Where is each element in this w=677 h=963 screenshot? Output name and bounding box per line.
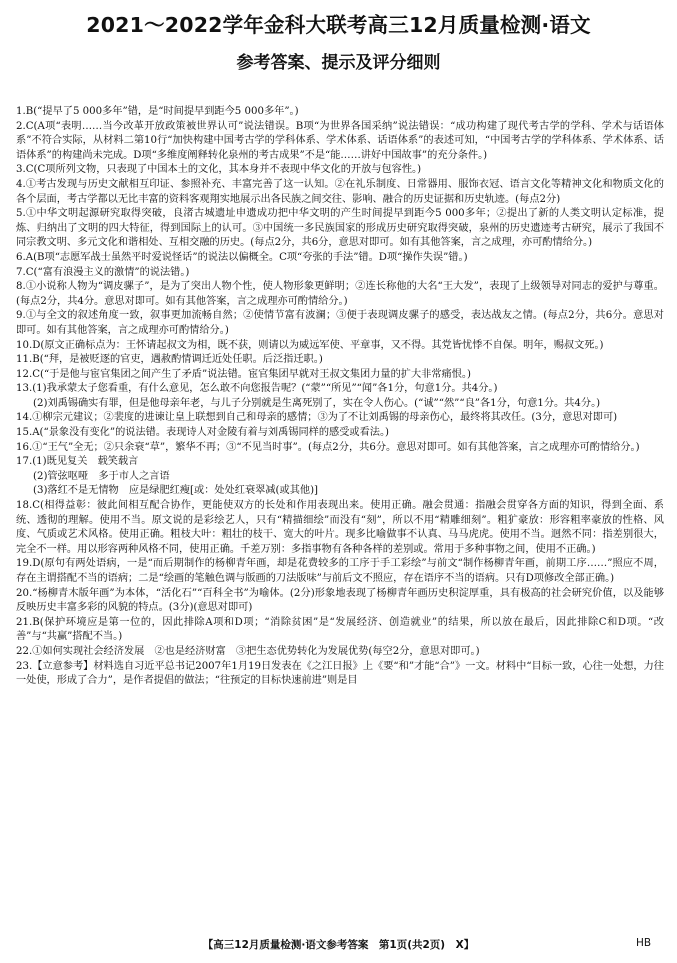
- answer-subitem: (2)刘禹锡确实有罪，但是他母亲年老，与儿子分别就是生离死别了，实在令人伤心。(“诚”“然”“良”各1分，句意1分。共4分。): [33, 397, 601, 409]
- answer-item: 16.①“王气”全无；②只余衰“草”，繁华不再；③“不见当时事”。(每点2分，共6分。意思对即可。如有其他答案，言之成理亦可酌情给分。): [16, 441, 640, 453]
- answer-item: 3.C(C项所列文物，只表现了中国本土的文化，其本身并不表现中华文化的开放与包容性。): [16, 164, 422, 176]
- answer-item: 12.C(“于是他与宦官集团之间产生了矛盾”说法错。宦官集团早就对王叔文集团力量的扩大非常痛恨。): [16, 368, 471, 380]
- answer-item: 7.C(“富有浪漫主义的激情”的说法错。): [16, 266, 190, 278]
- answer-item: 11.B(“拜，是被贬逐的官吏，遇赦酌情调迁近处任职。后泛指迁职。): [16, 354, 323, 366]
- answer-item: 14.①柳宗元建议；②裴度的进谏让皇上联想到自己和母亲的感情；③为了不让刘禹锡的母亲伤心，最终将其改任。(3分，意思对即可): [16, 412, 618, 424]
- answer-item: 17.(1)既见复关 载笑载言: [16, 456, 139, 468]
- answer-item: 2.C(A项“表明……当今改革开放政策被世界认可”说法错误。B项“为世界各国采纳”说法错误：“成功构建了现代考古学的学科、学术与话语体系”不符合实际，从材料二第10行“加快构建中国考古学的学科体系、学术体系、话语体系”的表述可知，“中国考古学的学科体系、学术体系、话语体系”的构建尚未完成。D项“多维度阐释转化泉州的考古成果”不是“能……讲好中国故事”的充分条件。): [16, 120, 664, 161]
- answer-item: 9.①与全文的叙述角度一致，叙事更加流畅自然；②使情节富有波澜；③便于表现调皮骡子的感受，表达战友之情。(每点2分，共6分。意思对即可。如有其他答案，言之成理亦可酌情给分。): [16, 310, 664, 336]
- page-footer: 【高三12月质量检测·语文参考答案 第1页(共2页) X】: [202, 939, 475, 951]
- answer-item: 10.D(原文正确标点为：王怀请起叔文为相，既不获，则请以为威远军使、平章事，又不得。其党皆忧悸不自保。明年，赐叔文死。): [16, 339, 604, 351]
- answer-item: 5.①中华文明起源研究取得突破，良渚古城遗址申遗成功把中华文明的产生时间提早到距今5 000多年；②提出了新的人类文明认定标准，提炼、归纳出了文明的四大特征，得到国际上的认可。③中国统一多民族国家的形成历史研究取得突破，泉州的历史遗迹考古研究，展示了我国不同宗教文明、多元文化和谐相处、互相交融的历史。(每点2分，共6分，意思对即可。如有其他答案，言之成理，亦可酌情给分。): [16, 208, 664, 249]
- page-title: 2021～2022学年金科大联考高三12月质量检测·语文: [86, 13, 591, 37]
- answer-item: 23.【立意参考】材料选自习近平总书记2007年1月19日发表在《之江日报》上《要“和”才能“合”》一文。材料中“目标一致，心往一处想，力往一处使，形成了合力”，是作者提倡的做法；“往预定的目标快速前进”则是目: [16, 660, 664, 687]
- answer-item: 21.B(保护环境应是第一位的，因此排除A项和D项；“消除贫困”是“发展经济、创造就业”的结果，所以放在最后，因此排除C和D项。“改善”与“共赢”搭配不当。): [16, 616, 664, 643]
- answer-item: 18.C(相得益彰：彼此间相互配合协作，更能使双方的长处和作用表现出来。使用正确。融会贯通：指融会贯穿各方面的知识，得到全面、系统、透彻的理解。使用不当。原文说的是彩绘艺人，只有“精描细绘”而没有“刻”，所以不用“精雕细刻”。粗犷豪放：形容粗率豪放的性格、风度、气质或艺术风格。使用正确。粗枝大叶：粗壮的枝干、宽大的叶片。现多比喻做事不认真、马马虎虎。使用不当。迥然不同：指差别很大，完全不一样。用以形容两种风格不同，使用正确。千差万别：多指事物有各种各样的差别或。常用于多种事物之间，使用不正确。): [16, 500, 664, 555]
- answer-item: 15.A(“景象没有变化”的说法错。表现诗人对金陵有着与刘禹锡同样的感受或看法。): [16, 427, 390, 439]
- answer-subitem: (2)管弦呕哑 多于市人之言语: [33, 470, 170, 482]
- answer-list: [16, 105, 664, 689]
- answer-item: 6.A(B项“志愿军战士虽然平时爱说怪话”的说法以偏概全。C项“夸张的手法”错。D项“操作失误”错。): [16, 251, 468, 263]
- answer-item: 8.①小说称人物为“调皮骡子”，是为了突出人物个性，使人物形象更鲜明；②连长称他的大名“王大发”，表现了上级领导对同志的爱护与尊重。(每点2分，共4分。意思对即可。如有其他答案，言之成理亦可酌情给分。): [16, 281, 664, 307]
- answer-subitem: (3)落红不是无情物 应是绿肥红瘦[或：处处红衰翠减(或其他)]: [33, 485, 319, 497]
- answer-item: 19.D(原句有两处语病，一是“而后期制作的杨柳青年画，却是花费较多的工序于手工彩绘”与前文“制作杨柳青年画，前期工序……”照应不周，存在主谓搭配不当的语病；二是“绘画的笔触色调与版画的刀法版味”与前后文不照应，存在语序不当的语病。只有D项修改全部正确。): [16, 558, 664, 584]
- answer-item: 1.B(“提早了5 000多年”错，是“时间提早到距今5 000多年”。): [16, 106, 299, 117]
- answer-item: 22.①如何实现社会经济发展 ②也是经济财富 ③把生态优势转化为发展优势(每空2分，意思对即可。): [16, 645, 480, 657]
- page-subtitle: 参考答案、提示及评分细则: [236, 53, 441, 73]
- answer-item: 20.“杨柳青木版年画”为本体，“活化石”“百科全书”为喻体。(2分)形象地表现了杨柳青年画历史积淀厚重，具有极高的社会研究价值，以及能够反映历史丰富多彩的风貌的特点。(3分)(意思对即可): [16, 587, 664, 614]
- footer-code: HB: [636, 937, 652, 949]
- answer-item: 13.(1)我承蒙太子您看重，有什么意见，怎么敢不向您报告呢？(“蒙”“所见”“闻”各1分，句意1分。共4分。): [16, 383, 498, 395]
- answer-item: 4.①考古发现与历史文献相互印证、参照补充、丰富完善了这一认知。②在礼乐制度、日常器用、服饰衣冠、语言文化等精神文化和物质文化的各个层面，考古学都以无比丰富的资料客观翔实地展示出各民族之间交往、影响、融合的历史证据和历史轨迹。(每点2分): [16, 178, 664, 205]
